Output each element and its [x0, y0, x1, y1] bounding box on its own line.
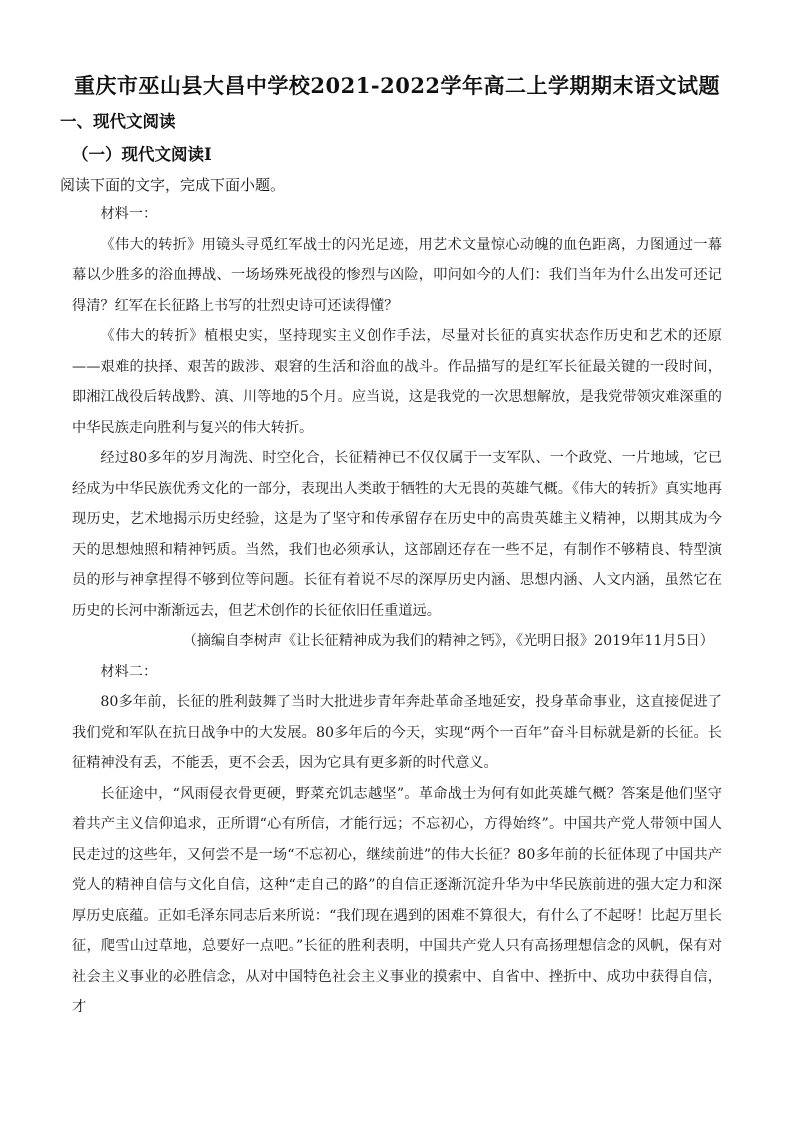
material-one-source: （摘编自李树声《让长征精神成为我们的精神之钙》，《光明日报》2019年11月5日）: [182, 633, 714, 649]
page-title: 重庆市巫山县大昌中学校2021-2022学年高二上学期期末语文试题: [73, 73, 721, 98]
material-one-paragraph: 《伟大的转折》用镜头寻觅红军战士的闪光足迹，用艺术文量惊心动魄的血色距离，力图通过一幕幕以少胜多的浴血搏战、一场场殊死战役的惨烈与凶险，叩问如今的人们：我们当年为什么出发可还记得清？红军在长征路上书写的壮烈史诗可还读得懂？: [72, 236, 722, 314]
section-heading: 一、现代文阅读: [60, 112, 176, 131]
material-one-label: 材料一：: [100, 206, 158, 222]
material-two-paragraph: 80多年前，长征的胜利鼓舞了当时大批进步青年奔赴革命圣地延安，投身革命事业，这直接促进了我们党和军队在抗日战争中的大发展。80多年后的今天，实现“两个一百年”奋斗目标就是新的长征。长征精神没有丢，不能丢，更不会丢，因为它具有更多新的时代意义。: [72, 694, 722, 771]
reading-passage: [72, 199, 722, 1023]
subsection-heading: （一）现代文阅读Ⅰ: [72, 145, 212, 164]
material-one-paragraph: 经过80多年的岁月淘洗、时空化合，长征精神已不仅仅属于一支军队、一个政党、一片地域，它已经成为中华民族优秀文化的一部分，表现出人类敢于牺牲的大无畏的英雄气概。《伟大的转折》真实地再现历史，艺术地揭示历史经验，这是为了坚守和传承留存在历史中的高贵英雄主义精神，以期其成为今天的思想烛照和精神钙质。当然，我们也必须承认，这部剧还存在一些不足，有制作不够精良、特型演员的形与神拿捏得不够到位等问题。长征有着说不尽的深厚历史内涵、思想内涵、人文内涵，虽然它在历史的长河中渐渐远去，但艺术创作的长征依旧任重道远。: [72, 450, 722, 619]
material-two-label: 材料二：: [100, 663, 158, 680]
material-one-paragraph: 《伟大的转折》植根史实，坚持现实主义创作手法，尽量对长征的真实状态作历史和艺术的还原——艰难的抉择、艰苦的跋涉、艰窘的生活和浴血的战斗。作品描写的是红军长征最关键的一段时间，即湘江战役后转战黔、滇、川等地的5个月。应当说，这是我党的一次思想解放，是我党带领灾难深重的中华民族走向胜利与复兴的伟大转折。: [72, 328, 722, 436]
material-two-paragraph: 长征途中，“风雨侵衣骨更硬，野菜充饥志越坚”。革命战士为何有如此英雄气概？答案是他们坚守着共产主义信仰追求，正所谓“心有所信，才能行远；不忘初心，方得始终”。中国共产党人带领中国人民走过的这些年，又何尝不是一场“不忘初心，继续前进”的伟大长征？80多年前的长征体现了中国共产党人的精神自信与文化自信，这种“走自己的路”的自信正逐渐沉淀升华为中华民族前进的强大定力和深厚历史底蕴。正如毛泽东同志后来所说：“我们现在遇到的困难不算很大，有什么了不起呀！比起万里长征，爬雪山过草地，总要好一点吧。”长征的胜利表明，中国共产党人只有高扬理想信念的风帆，保有对社会主义事业的必胜信念，从对中国特色社会主义事业的摸索中、自省中、挫折中、成功中获得自信，才: [72, 785, 722, 1015]
reading-instruction: 阅读下面的文字，完成下面小题。: [60, 176, 286, 194]
